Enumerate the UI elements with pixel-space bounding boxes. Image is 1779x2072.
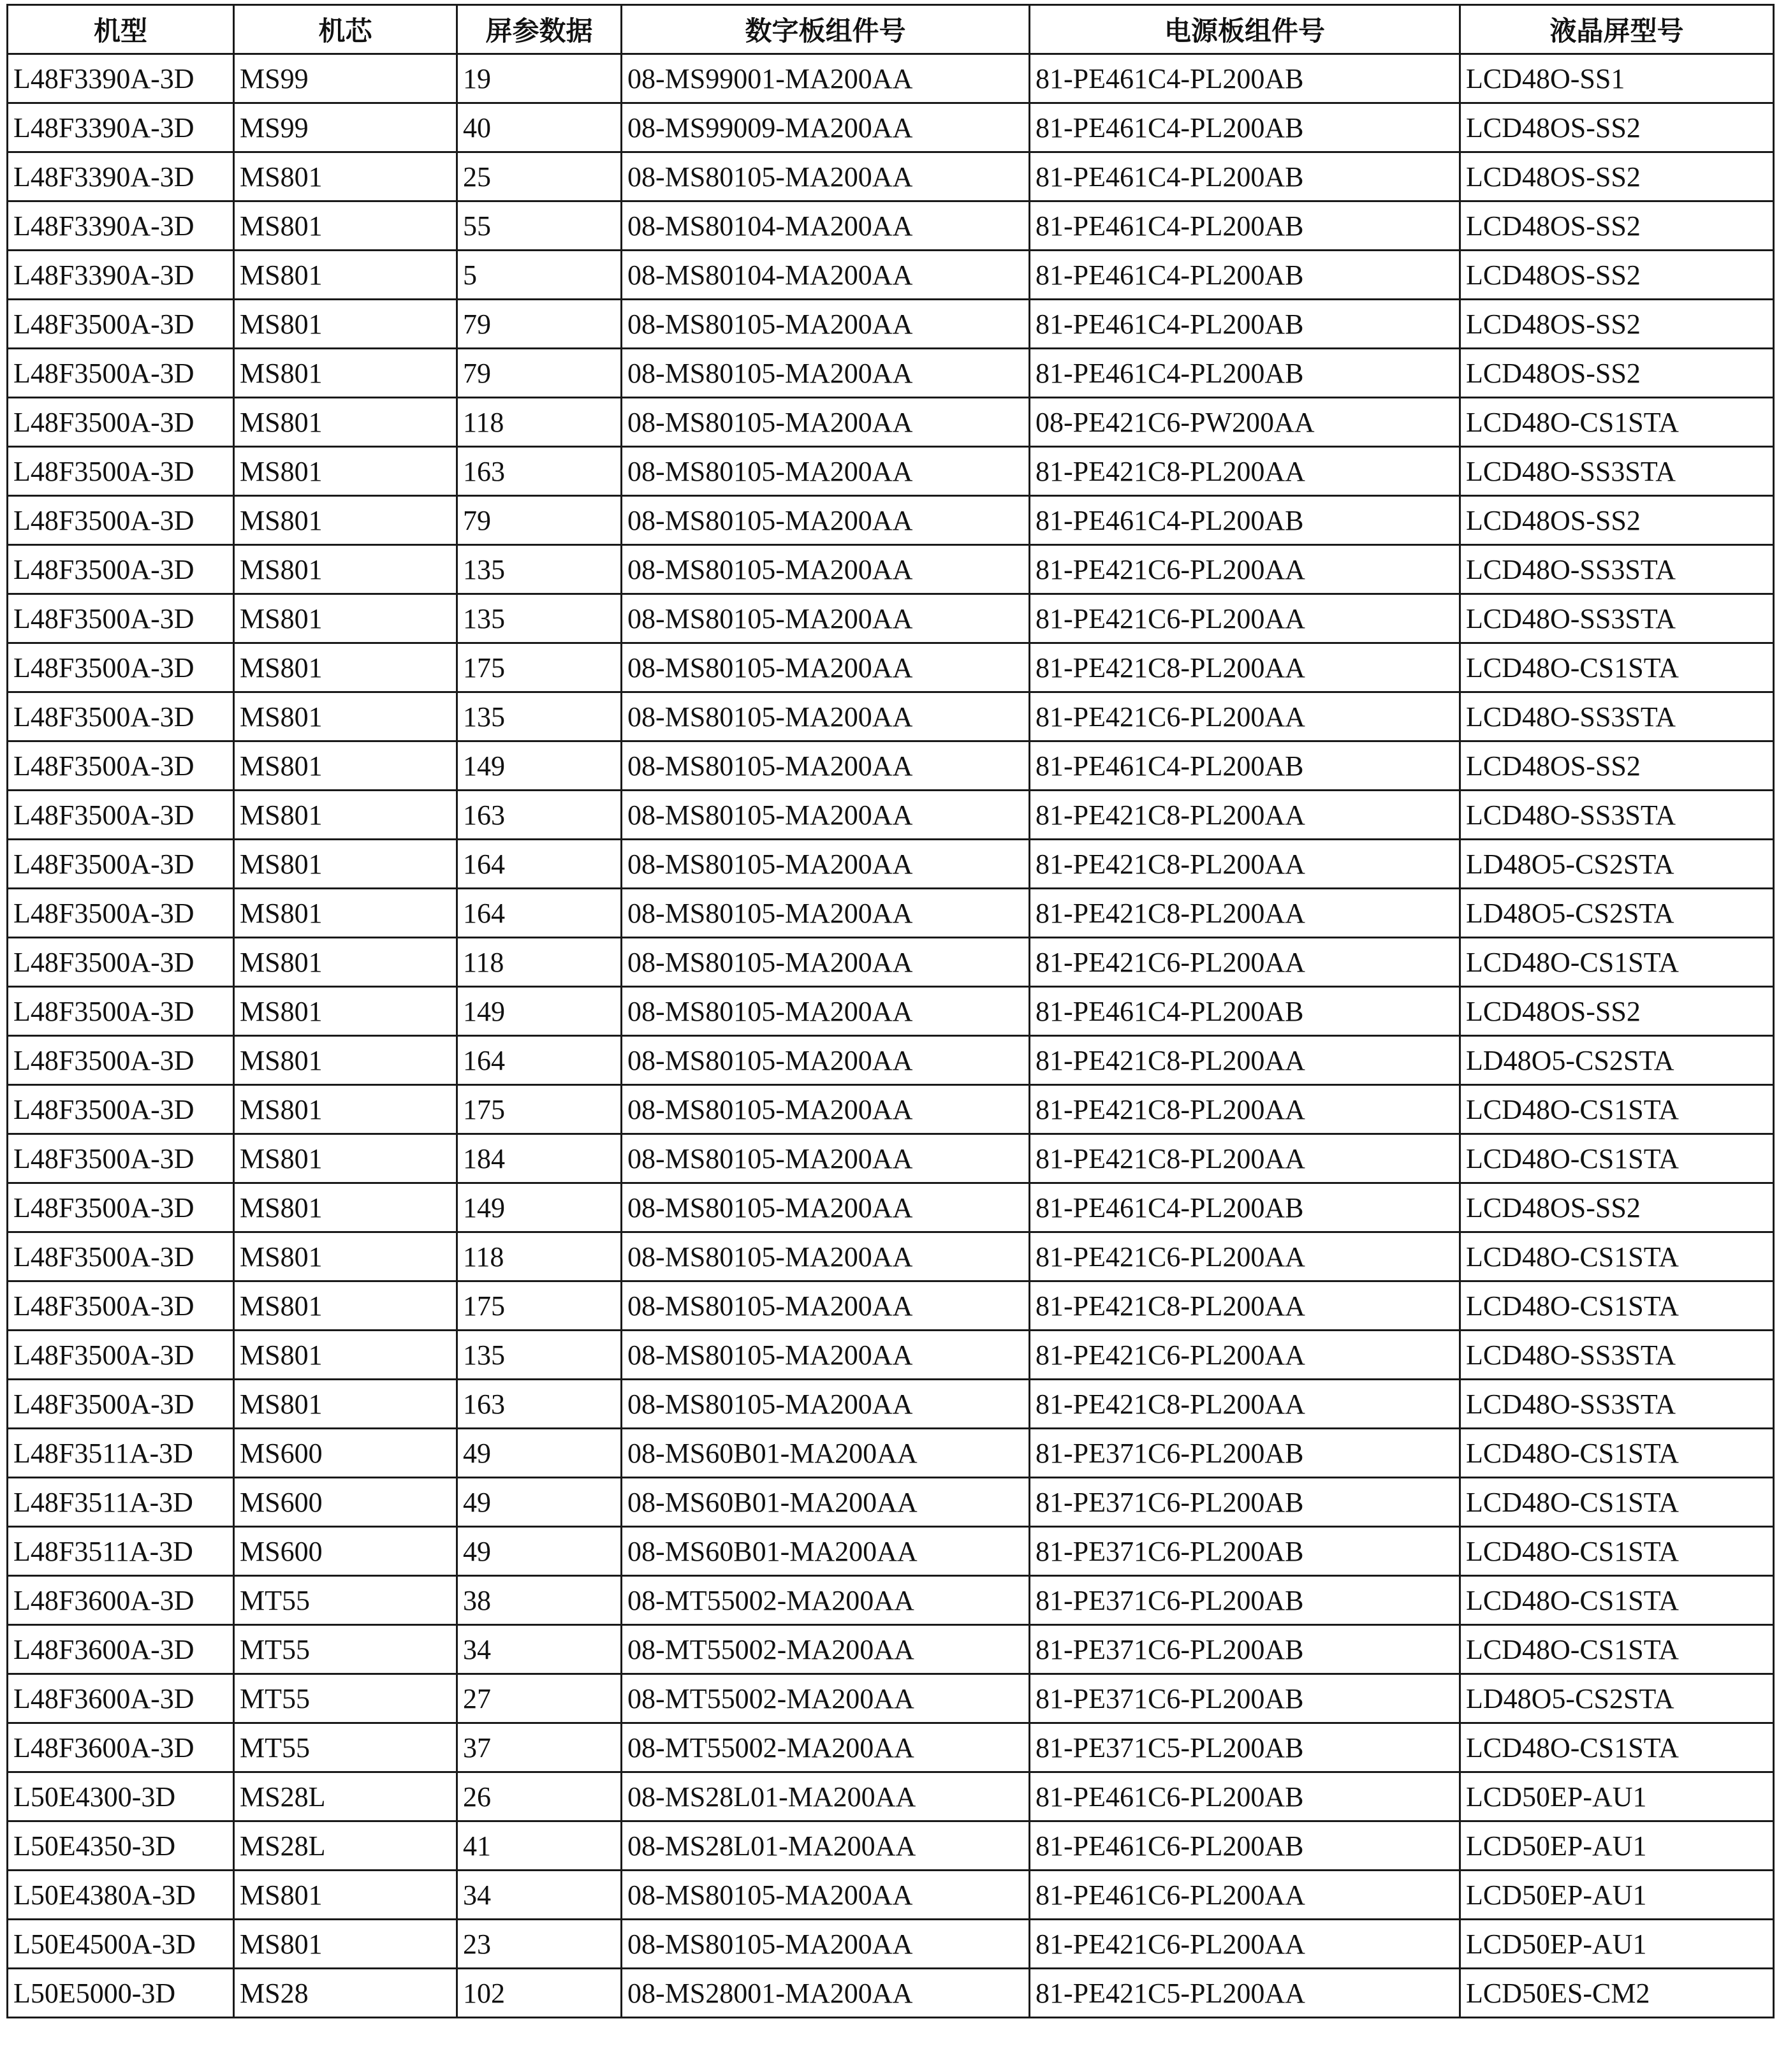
parts-table	[6, 4, 1775, 2018]
chassis-cell: MS801	[234, 840, 457, 889]
lcd-panel-cell: LCD48O-SS3STA	[1460, 1331, 1774, 1380]
chassis-cell: MS801	[234, 1871, 457, 1920]
panel-params-cell: 5	[457, 251, 622, 300]
table-row	[8, 300, 1774, 349]
power-board-cell: 81-PE461C4-PL200AB	[1030, 152, 1460, 201]
lcd-panel-cell: LCD48O-CS1STA	[1460, 1085, 1774, 1134]
table-row	[8, 1920, 1774, 1969]
header-power-board: 电源板组件号	[1030, 5, 1460, 54]
power-board-cell: 81-PE421C6-PL200AA	[1030, 938, 1460, 987]
lcd-panel-cell: LCD48O-CS1STA	[1460, 1527, 1774, 1576]
chassis-cell: MS801	[234, 1085, 457, 1134]
model-cell: L48F3390A-3D	[8, 201, 234, 251]
model-cell: L48F3500A-3D	[8, 1281, 234, 1331]
panel-params-cell: 118	[457, 1232, 622, 1281]
power-board-cell: 81-PE421C6-PL200AA	[1030, 1920, 1460, 1969]
digital-board-cell: 08-MS80105-MA200AA	[622, 1183, 1030, 1232]
panel-params-cell: 135	[457, 1331, 622, 1380]
lcd-panel-cell: LCD48OS-SS2	[1460, 349, 1774, 398]
digital-board-cell: 08-MS80105-MA200AA	[622, 545, 1030, 594]
digital-board-cell: 08-MS80105-MA200AA	[622, 349, 1030, 398]
table-row	[8, 1380, 1774, 1429]
panel-params-cell: 26	[457, 1772, 622, 1821]
model-cell: L48F3511A-3D	[8, 1527, 234, 1576]
table-row	[8, 152, 1774, 201]
lcd-panel-cell: LCD48OS-SS2	[1460, 1183, 1774, 1232]
digital-board-cell: 08-MT55002-MA200AA	[622, 1674, 1030, 1723]
model-cell: L48F3500A-3D	[8, 889, 234, 938]
chassis-cell: MS801	[234, 1380, 457, 1429]
header-panel-params: 屏参数据	[457, 5, 622, 54]
power-board-cell: 81-PE461C6-PL200AA	[1030, 1871, 1460, 1920]
digital-board-cell: 08-MS80105-MA200AA	[622, 1232, 1030, 1281]
model-cell: L48F3390A-3D	[8, 152, 234, 201]
model-cell: L48F3600A-3D	[8, 1723, 234, 1772]
power-board-cell: 81-PE421C8-PL200AA	[1030, 840, 1460, 889]
lcd-panel-cell: LCD50EP-AU1	[1460, 1871, 1774, 1920]
lcd-panel-cell: LCD48O-SS3STA	[1460, 594, 1774, 643]
panel-params-cell: 163	[457, 447, 622, 496]
chassis-cell: MT55	[234, 1723, 457, 1772]
power-board-cell: 81-PE461C4-PL200AB	[1030, 251, 1460, 300]
panel-params-cell: 164	[457, 840, 622, 889]
chassis-cell: MT55	[234, 1674, 457, 1723]
panel-params-cell: 38	[457, 1576, 622, 1625]
panel-params-cell: 49	[457, 1429, 622, 1478]
panel-params-cell: 102	[457, 1969, 622, 2018]
power-board-cell: 81-PE461C4-PL200AB	[1030, 201, 1460, 251]
chassis-cell: MS28L	[234, 1772, 457, 1821]
power-board-cell: 81-PE421C8-PL200AA	[1030, 889, 1460, 938]
model-cell: L48F3500A-3D	[8, 594, 234, 643]
table-row	[8, 1183, 1774, 1232]
panel-params-cell: 25	[457, 152, 622, 201]
panel-params-cell: 175	[457, 1085, 622, 1134]
chassis-cell: MS801	[234, 1281, 457, 1331]
lcd-panel-cell: LCD48OS-SS2	[1460, 152, 1774, 201]
lcd-panel-cell: LD48O5-CS2STA	[1460, 1036, 1774, 1085]
power-board-cell: 81-PE421C6-PL200AA	[1030, 692, 1460, 741]
lcd-panel-cell: LCD48OS-SS2	[1460, 103, 1774, 152]
power-board-cell: 81-PE461C6-PL200AB	[1030, 1821, 1460, 1871]
table-row	[8, 1085, 1774, 1134]
table-row	[8, 1772, 1774, 1821]
chassis-cell: MT55	[234, 1625, 457, 1674]
power-board-cell: 81-PE371C6-PL200AB	[1030, 1478, 1460, 1527]
panel-params-cell: 79	[457, 496, 622, 545]
panel-params-cell: 23	[457, 1920, 622, 1969]
chassis-cell: MS801	[234, 643, 457, 692]
lcd-panel-cell: LCD48O-CS1STA	[1460, 1576, 1774, 1625]
table-row	[8, 1871, 1774, 1920]
lcd-panel-cell: LD48O5-CS2STA	[1460, 889, 1774, 938]
digital-board-cell: 08-MS80105-MA200AA	[622, 1871, 1030, 1920]
table-row	[8, 840, 1774, 889]
lcd-panel-cell: LCD48O-CS1STA	[1460, 1625, 1774, 1674]
panel-params-cell: 164	[457, 889, 622, 938]
chassis-cell: MS600	[234, 1527, 457, 1576]
lcd-panel-cell: LCD50ES-CM2	[1460, 1969, 1774, 2018]
table-row	[8, 1969, 1774, 2018]
chassis-cell: MS801	[234, 1183, 457, 1232]
chassis-cell: MS801	[234, 1232, 457, 1281]
model-cell: L48F3390A-3D	[8, 251, 234, 300]
chassis-cell: MS99	[234, 103, 457, 152]
table-row	[8, 1625, 1774, 1674]
digital-board-cell: 08-MS80105-MA200AA	[622, 594, 1030, 643]
digital-board-cell: 08-MT55002-MA200AA	[622, 1723, 1030, 1772]
model-cell: L48F3500A-3D	[8, 987, 234, 1036]
lcd-panel-cell: LD48O5-CS2STA	[1460, 840, 1774, 889]
digital-board-cell: 08-MS80105-MA200AA	[622, 1281, 1030, 1331]
chassis-cell: MT55	[234, 1576, 457, 1625]
panel-params-cell: 135	[457, 692, 622, 741]
chassis-cell: MS801	[234, 594, 457, 643]
chassis-cell: MS801	[234, 1920, 457, 1969]
model-cell: L48F3500A-3D	[8, 1183, 234, 1232]
chassis-cell: MS600	[234, 1478, 457, 1527]
table-row	[8, 1821, 1774, 1871]
power-board-cell: 81-PE421C8-PL200AA	[1030, 791, 1460, 840]
power-board-cell: 81-PE421C5-PL200AA	[1030, 1969, 1460, 2018]
digital-board-cell: 08-MS80105-MA200AA	[622, 1036, 1030, 1085]
table-row	[8, 54, 1774, 103]
header-chassis: 机芯	[234, 5, 457, 54]
digital-board-cell: 08-MS80105-MA200AA	[622, 791, 1030, 840]
lcd-panel-cell: LCD48O-CS1STA	[1460, 1429, 1774, 1478]
lcd-panel-cell: LCD48O-SS3STA	[1460, 791, 1774, 840]
digital-board-cell: 08-MS80105-MA200AA	[622, 1085, 1030, 1134]
lcd-panel-cell: LCD48O-CS1STA	[1460, 1281, 1774, 1331]
table-row	[8, 1281, 1774, 1331]
table-row	[8, 1331, 1774, 1380]
digital-board-cell: 08-MS99009-MA200AA	[622, 103, 1030, 152]
lcd-panel-cell: LCD48OS-SS2	[1460, 201, 1774, 251]
power-board-cell: 81-PE461C4-PL200AB	[1030, 1183, 1460, 1232]
lcd-panel-cell: LCD48O-CS1STA	[1460, 1723, 1774, 1772]
panel-params-cell: 37	[457, 1723, 622, 1772]
digital-board-cell: 08-MS80104-MA200AA	[622, 201, 1030, 251]
model-cell: L48F3500A-3D	[8, 398, 234, 447]
lcd-panel-cell: LCD48O-SS3STA	[1460, 692, 1774, 741]
model-cell: L48F3500A-3D	[8, 447, 234, 496]
digital-board-cell: 08-MS28001-MA200AA	[622, 1969, 1030, 2018]
table-row	[8, 1134, 1774, 1183]
chassis-cell: MS28L	[234, 1821, 457, 1871]
model-cell: L48F3500A-3D	[8, 300, 234, 349]
power-board-cell: 81-PE421C8-PL200AA	[1030, 447, 1460, 496]
power-board-cell: 81-PE371C6-PL200AB	[1030, 1576, 1460, 1625]
digital-board-cell: 08-MS80105-MA200AA	[622, 1380, 1030, 1429]
chassis-cell: MS801	[234, 889, 457, 938]
lcd-panel-cell: LCD48O-CS1STA	[1460, 1232, 1774, 1281]
power-board-cell: 81-PE371C6-PL200AB	[1030, 1527, 1460, 1576]
model-cell: L50E4350-3D	[8, 1821, 234, 1871]
chassis-cell: MS801	[234, 987, 457, 1036]
power-board-cell: 81-PE421C8-PL200AA	[1030, 1036, 1460, 1085]
table-row	[8, 1576, 1774, 1625]
model-cell: L48F3500A-3D	[8, 496, 234, 545]
chassis-cell: MS801	[234, 201, 457, 251]
power-board-cell: 81-PE421C6-PL200AA	[1030, 545, 1460, 594]
table-row	[8, 1478, 1774, 1527]
model-cell: L48F3600A-3D	[8, 1625, 234, 1674]
digital-board-cell: 08-MS80105-MA200AA	[622, 1920, 1030, 1969]
lcd-panel-cell: LCD48OS-SS2	[1460, 300, 1774, 349]
digital-board-cell: 08-MS80105-MA200AA	[622, 300, 1030, 349]
table-row	[8, 594, 1774, 643]
power-board-cell: 81-PE461C4-PL200AB	[1030, 54, 1460, 103]
lcd-panel-cell: LCD48O-CS1STA	[1460, 643, 1774, 692]
chassis-cell: MS801	[234, 152, 457, 201]
chassis-cell: MS801	[234, 1036, 457, 1085]
digital-board-cell: 08-MT55002-MA200AA	[622, 1625, 1030, 1674]
lcd-panel-cell: LCD48O-CS1STA	[1460, 1478, 1774, 1527]
lcd-panel-cell: LCD48O-SS3STA	[1460, 545, 1774, 594]
panel-params-cell: 49	[457, 1527, 622, 1576]
model-cell: L48F3500A-3D	[8, 1085, 234, 1134]
panel-params-cell: 184	[457, 1134, 622, 1183]
panel-params-cell: 163	[457, 1380, 622, 1429]
table-row	[8, 1232, 1774, 1281]
power-board-cell: 81-PE421C8-PL200AA	[1030, 1085, 1460, 1134]
power-board-cell: 81-PE461C4-PL200AB	[1030, 349, 1460, 398]
model-cell: L48F3500A-3D	[8, 791, 234, 840]
panel-params-cell: 164	[457, 1036, 622, 1085]
power-board-cell: 81-PE421C8-PL200AA	[1030, 643, 1460, 692]
digital-board-cell: 08-MS80105-MA200AA	[622, 692, 1030, 741]
model-cell: L48F3500A-3D	[8, 1134, 234, 1183]
panel-params-cell: 34	[457, 1871, 622, 1920]
lcd-panel-cell: LCD48O-CS1STA	[1460, 1134, 1774, 1183]
power-board-cell: 81-PE461C4-PL200AB	[1030, 103, 1460, 152]
digital-board-cell: 08-MS60B01-MA200AA	[622, 1478, 1030, 1527]
table-row	[8, 398, 1774, 447]
header-digital-board: 数字板组件号	[622, 5, 1030, 54]
power-board-cell: 81-PE371C6-PL200AB	[1030, 1625, 1460, 1674]
power-board-cell: 81-PE371C6-PL200AB	[1030, 1429, 1460, 1478]
digital-board-cell: 08-MS80105-MA200AA	[622, 496, 1030, 545]
header-model: 机型	[8, 5, 234, 54]
digital-board-cell: 08-MS80105-MA200AA	[622, 643, 1030, 692]
digital-board-cell: 08-MT55002-MA200AA	[622, 1576, 1030, 1625]
lcd-panel-cell: LCD48OS-SS2	[1460, 496, 1774, 545]
table-row	[8, 447, 1774, 496]
table-row	[8, 643, 1774, 692]
panel-params-cell: 34	[457, 1625, 622, 1674]
table-row	[8, 251, 1774, 300]
lcd-panel-cell: LCD50EP-AU1	[1460, 1821, 1774, 1871]
panel-params-cell: 41	[457, 1821, 622, 1871]
chassis-cell: MS801	[234, 1134, 457, 1183]
lcd-panel-cell: LCD50EP-AU1	[1460, 1920, 1774, 1969]
digital-board-cell: 08-MS80105-MA200AA	[622, 987, 1030, 1036]
chassis-cell: MS600	[234, 1429, 457, 1478]
table-body	[8, 54, 1774, 2018]
table-row	[8, 987, 1774, 1036]
chassis-cell: MS801	[234, 545, 457, 594]
model-cell: L50E4300-3D	[8, 1772, 234, 1821]
chassis-cell: MS801	[234, 938, 457, 987]
panel-params-cell: 19	[457, 54, 622, 103]
model-cell: L48F3500A-3D	[8, 840, 234, 889]
lcd-panel-cell: LCD48OS-SS2	[1460, 741, 1774, 791]
panel-params-cell: 149	[457, 741, 622, 791]
model-cell: L48F3500A-3D	[8, 643, 234, 692]
model-cell: L48F3500A-3D	[8, 1331, 234, 1380]
table-row	[8, 692, 1774, 741]
power-board-cell: 81-PE421C6-PL200AA	[1030, 1232, 1460, 1281]
panel-params-cell: 175	[457, 643, 622, 692]
model-cell: L50E5000-3D	[8, 1969, 234, 2018]
header-row	[8, 5, 1774, 54]
table-row	[8, 545, 1774, 594]
panel-params-cell: 149	[457, 1183, 622, 1232]
model-cell: L48F3500A-3D	[8, 545, 234, 594]
power-board-cell: 81-PE461C4-PL200AB	[1030, 987, 1460, 1036]
model-cell: L50E4380A-3D	[8, 1871, 234, 1920]
digital-board-cell: 08-MS28L01-MA200AA	[622, 1772, 1030, 1821]
digital-board-cell: 08-MS80105-MA200AA	[622, 938, 1030, 987]
table-row	[8, 349, 1774, 398]
lcd-panel-cell: LCD50EP-AU1	[1460, 1772, 1774, 1821]
model-cell: L48F3600A-3D	[8, 1674, 234, 1723]
power-board-cell: 81-PE461C6-PL200AB	[1030, 1772, 1460, 1821]
model-cell: L48F3500A-3D	[8, 349, 234, 398]
model-cell: L48F3500A-3D	[8, 1380, 234, 1429]
model-cell: L48F3500A-3D	[8, 692, 234, 741]
digital-board-cell: 08-MS80105-MA200AA	[622, 398, 1030, 447]
table-row	[8, 741, 1774, 791]
table-row	[8, 1527, 1774, 1576]
digital-board-cell: 08-MS80104-MA200AA	[622, 251, 1030, 300]
power-board-cell: 81-PE461C4-PL200AB	[1030, 741, 1460, 791]
digital-board-cell: 08-MS80105-MA200AA	[622, 1331, 1030, 1380]
panel-params-cell: 118	[457, 398, 622, 447]
panel-params-cell: 118	[457, 938, 622, 987]
chassis-cell: MS28	[234, 1969, 457, 2018]
table-row	[8, 1723, 1774, 1772]
lcd-panel-cell: LCD48OS-SS2	[1460, 251, 1774, 300]
lcd-panel-cell: LCD48O-SS1	[1460, 54, 1774, 103]
digital-board-cell: 08-MS80105-MA200AA	[622, 741, 1030, 791]
table-row	[8, 889, 1774, 938]
chassis-cell: MS801	[234, 1331, 457, 1380]
digital-board-cell: 08-MS80105-MA200AA	[622, 840, 1030, 889]
table-row	[8, 1036, 1774, 1085]
panel-params-cell: 175	[457, 1281, 622, 1331]
model-cell: L48F3500A-3D	[8, 741, 234, 791]
chassis-cell: MS801	[234, 447, 457, 496]
power-board-cell: 81-PE461C4-PL200AB	[1030, 300, 1460, 349]
model-cell: L48F3500A-3D	[8, 938, 234, 987]
chassis-cell: MS801	[234, 741, 457, 791]
digital-board-cell: 08-MS60B01-MA200AA	[622, 1429, 1030, 1478]
lcd-panel-cell: LCD48O-CS1STA	[1460, 398, 1774, 447]
document-page	[6, 4, 1773, 2018]
power-board-cell: 81-PE421C6-PL200AA	[1030, 1331, 1460, 1380]
table-row	[8, 1674, 1774, 1723]
model-cell: L48F3511A-3D	[8, 1429, 234, 1478]
model-cell: L48F3511A-3D	[8, 1478, 234, 1527]
panel-params-cell: 163	[457, 791, 622, 840]
model-cell: L50E4500A-3D	[8, 1920, 234, 1969]
lcd-panel-cell: LCD48O-CS1STA	[1460, 938, 1774, 987]
panel-params-cell: 55	[457, 201, 622, 251]
digital-board-cell: 08-MS28L01-MA200AA	[622, 1821, 1030, 1871]
power-board-cell: 81-PE461C4-PL200AB	[1030, 496, 1460, 545]
digital-board-cell: 08-MS80105-MA200AA	[622, 447, 1030, 496]
lcd-panel-cell: LD48O5-CS2STA	[1460, 1674, 1774, 1723]
table-row	[8, 791, 1774, 840]
power-board-cell: 81-PE421C6-PL200AA	[1030, 594, 1460, 643]
model-cell: L48F3500A-3D	[8, 1232, 234, 1281]
model-cell: L48F3500A-3D	[8, 1036, 234, 1085]
digital-board-cell: 08-MS80105-MA200AA	[622, 1134, 1030, 1183]
chassis-cell: MS801	[234, 300, 457, 349]
digital-board-cell: 08-MS80105-MA200AA	[622, 152, 1030, 201]
model-cell: L48F3390A-3D	[8, 54, 234, 103]
table-row	[8, 938, 1774, 987]
panel-params-cell: 79	[457, 349, 622, 398]
power-board-cell: 81-PE421C8-PL200AA	[1030, 1380, 1460, 1429]
chassis-cell: MS801	[234, 692, 457, 741]
panel-params-cell: 27	[457, 1674, 622, 1723]
panel-params-cell: 40	[457, 103, 622, 152]
lcd-panel-cell: LCD48OS-SS2	[1460, 987, 1774, 1036]
chassis-cell: MS801	[234, 496, 457, 545]
power-board-cell: 81-PE371C5-PL200AB	[1030, 1723, 1460, 1772]
power-board-cell: 81-PE371C6-PL200AB	[1030, 1674, 1460, 1723]
model-cell: L48F3600A-3D	[8, 1576, 234, 1625]
chassis-cell: MS801	[234, 251, 457, 300]
power-board-cell: 08-PE421C6-PW200AA	[1030, 398, 1460, 447]
chassis-cell: MS801	[234, 791, 457, 840]
table-row	[8, 496, 1774, 545]
power-board-cell: 81-PE421C8-PL200AA	[1030, 1134, 1460, 1183]
panel-params-cell: 79	[457, 300, 622, 349]
table-row	[8, 201, 1774, 251]
lcd-panel-cell: LCD48O-SS3STA	[1460, 447, 1774, 496]
panel-params-cell: 135	[457, 545, 622, 594]
table-row	[8, 1429, 1774, 1478]
chassis-cell: MS801	[234, 398, 457, 447]
panel-params-cell: 135	[457, 594, 622, 643]
panel-params-cell: 149	[457, 987, 622, 1036]
digital-board-cell: 08-MS60B01-MA200AA	[622, 1527, 1030, 1576]
panel-params-cell: 49	[457, 1478, 622, 1527]
chassis-cell: MS99	[234, 54, 457, 103]
table-row	[8, 103, 1774, 152]
digital-board-cell: 08-MS99001-MA200AA	[622, 54, 1030, 103]
model-cell: L48F3390A-3D	[8, 103, 234, 152]
lcd-panel-cell: LCD48O-SS3STA	[1460, 1380, 1774, 1429]
digital-board-cell: 08-MS80105-MA200AA	[622, 889, 1030, 938]
chassis-cell: MS801	[234, 349, 457, 398]
header-lcd-panel: 液晶屏型号	[1460, 5, 1774, 54]
power-board-cell: 81-PE421C8-PL200AA	[1030, 1281, 1460, 1331]
